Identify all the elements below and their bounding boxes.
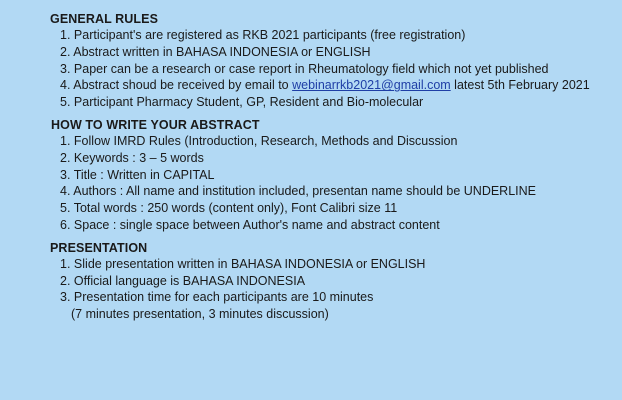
item-text: Total words : 250 words (content only), Font Calibri size 11 <box>73 201 398 216</box>
list-item <box>60 77 622 94</box>
list-item <box>60 200 622 217</box>
item-text: Keywords : 3 – 5 words <box>73 150 204 165</box>
presentation-time-note: (7 minutes presentation, 3 minutes discussion) <box>71 307 329 322</box>
item-text: Follow IMRD Rules (Introduction, Research, Methods and Discussion <box>73 133 458 148</box>
presentation-heading: PRESENTATION <box>50 240 148 255</box>
general-rules-section <box>0 11 622 111</box>
item-number: 3. <box>60 290 71 305</box>
list-item <box>60 289 622 306</box>
item-number: 2. <box>60 273 71 288</box>
list-item <box>60 183 622 200</box>
abstract-rules-section <box>0 117 622 234</box>
item-text: Paper can be a research or case report in Rheumatology field which not yet published <box>73 61 549 76</box>
item-text: Participant's are registered as RKB 2021 participants (free registration) <box>73 28 466 42</box>
item-text: Participant Pharmacy Student, GP, Resident and Bio-molecular <box>73 95 424 110</box>
list-item <box>60 217 622 234</box>
item-text: Title : Written in CAPITAL <box>73 167 215 182</box>
abstract-rules-heading: HOW TO WRITE YOUR ABSTRACT <box>51 117 260 132</box>
list-item <box>60 133 622 150</box>
abstract-rules-list <box>51 133 622 234</box>
item-text: latest 5th February 2021 <box>450 78 590 93</box>
general-rules-heading: GENERAL RULES <box>50 12 159 26</box>
item-number: 2. <box>60 150 71 165</box>
item-text: Slide presentation written in BAHASA INDONESIA or ENGLISH <box>73 256 426 271</box>
email-link[interactable]: webinarrkb2021@gmail.com <box>292 78 451 93</box>
item-number: 3. <box>60 167 71 182</box>
presentation-section <box>0 240 622 323</box>
list-item <box>60 61 622 78</box>
list-item <box>60 27 622 44</box>
item-number: 3. <box>60 61 71 76</box>
item-number: 5. <box>60 95 71 110</box>
item-text: Space : single space between Author's name and abstract content <box>73 217 440 232</box>
item-text: Abstract shoud be received by email to <box>73 78 293 93</box>
list-item <box>60 167 622 184</box>
list-item <box>60 94 622 111</box>
item-text: Presentation time for each participants are 10 minutes <box>73 290 374 305</box>
item-number: 4. <box>60 78 71 93</box>
general-rules-list <box>50 27 622 111</box>
item-number: 1. <box>60 256 71 271</box>
item-text: Abstract written in BAHASA INDONESIA or ENGLISH <box>73 44 371 59</box>
list-item <box>60 44 622 61</box>
list-item <box>60 273 622 290</box>
item-number: 1. <box>60 133 71 148</box>
list-item <box>60 256 622 273</box>
presentation-list <box>50 256 622 306</box>
item-number: 6. <box>60 217 71 232</box>
item-number: 2. <box>60 44 71 59</box>
item-number: 4. <box>60 184 71 199</box>
list-item <box>60 150 622 167</box>
item-text: Official language is BAHASA INDONESIA <box>73 273 306 288</box>
item-number: 1. <box>60 28 71 42</box>
item-text: Authors : All name and institution included, presentan name should be UNDERLINE <box>73 184 536 199</box>
item-number: 5. <box>60 201 71 216</box>
